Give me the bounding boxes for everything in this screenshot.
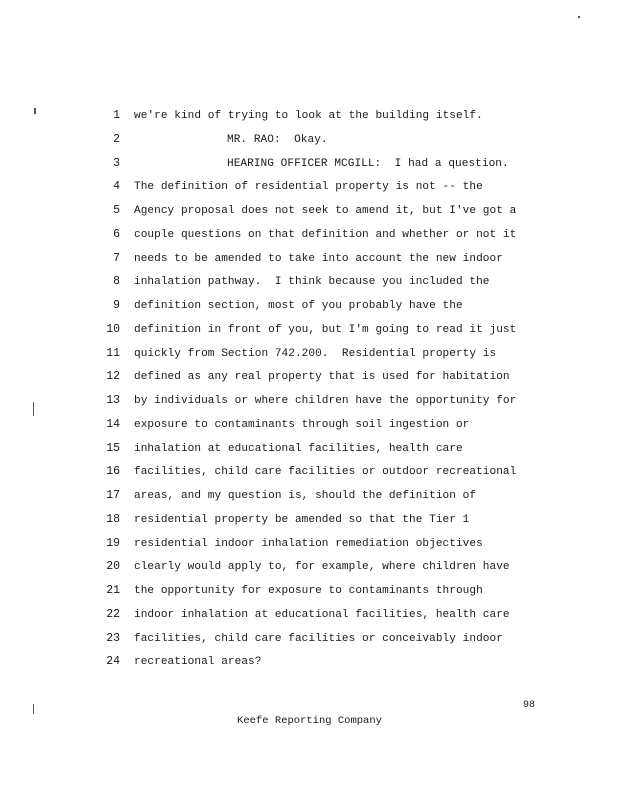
line-text: definition in front of you, but I'm going to read it just [134,323,517,336]
line-number: 4 [113,180,120,194]
line-text: by individuals or where children have the opportunity for [134,395,517,407]
transcript-line [0,607,619,631]
line-text: defined as any real property that is used for habitation [134,371,510,384]
line-text: clearly would apply to, for example, where children have [134,561,510,574]
line-text: we're kind of trying to look at the building itself. [134,110,483,122]
transcript-line [0,132,619,156]
scan-speck [578,16,580,18]
transcript-line [0,417,619,441]
line-text: definition section, most of you probably have the [134,300,463,312]
line-text: facilities, child care facilities or conceivably indoor [134,632,503,645]
line-number: 15 [106,441,120,455]
line-text: residential indoor inhalation remediation objectives [134,537,483,550]
line-number: 21 [106,584,120,597]
line-number: 6 [113,227,120,241]
transcript-line [0,322,619,346]
transcript-line [0,654,619,678]
transcript-line [0,512,619,536]
transcript-line [0,156,619,180]
line-number: 12 [106,370,120,384]
line-text: inhalation at educational facilities, health care [134,442,463,455]
line-number: 11 [106,346,120,360]
line-text: the opportunity for exposure to contaminants through [134,585,483,597]
line-text: Agency proposal does not seek to amend it, but I've got a [134,205,517,217]
transcript-line [0,203,619,227]
line-text: indoor inhalation at educational facilities, health care [134,608,510,621]
line-text: residential property be amended so that the Tier 1 [134,513,470,526]
transcript-line [0,536,619,560]
line-text: The definition of residential property is not -- the [134,181,483,194]
transcript-line [0,274,619,298]
transcript-line [0,464,619,488]
scan-speck [33,704,34,714]
line-text: recreational areas? [134,656,262,669]
line-number: 23 [106,631,120,645]
line-number: 22 [106,607,120,621]
line-number: 17 [106,489,120,502]
transcript-line [0,346,619,370]
line-text: needs to be amended to take into account the new indoor [134,252,503,265]
line-number: 3 [113,156,120,170]
transcript-line [0,179,619,203]
line-text: quickly from Section 742.200. Residential property is [134,347,497,360]
line-number: 13 [106,394,120,407]
line-text: inhalation pathway. I think because you included the [134,276,490,289]
scan-speck [33,402,34,416]
line-text: HEARING OFFICER MCGILL: I had a question. [227,157,509,170]
transcript-line [0,227,619,251]
line-number: 1 [113,109,120,122]
line-text: MR. RAO: Okay. [227,133,328,146]
line-number: 19 [106,536,120,550]
transcript-line [0,488,619,512]
transcript-line [0,631,619,655]
line-number: 7 [113,251,120,265]
page-number: 98 [522,700,535,711]
line-number: 10 [106,322,120,336]
transcript-line [0,559,619,583]
line-number: 18 [106,512,120,526]
line-text: facilities, child care facilities or outdoor recreational [134,466,517,479]
scan-speck [34,108,36,114]
transcript-line [0,393,619,417]
footer-reporting-company: Keefe Reporting Company [237,715,382,727]
line-number: 20 [106,560,120,574]
line-number: 14 [106,417,120,431]
line-number: 2 [113,132,120,146]
line-text: couple questions on that definition and whether or not it [134,228,517,241]
transcript-line [0,583,619,607]
transcript-line [0,441,619,465]
line-number: 5 [113,204,120,217]
line-number: 9 [113,299,120,312]
line-text: exposure to contaminants through soil ingestion or [134,418,470,431]
line-number: 24 [106,655,120,669]
line-text: areas, and my question is, should the definition of [134,490,477,502]
transcript-line [0,251,619,275]
line-number: 16 [106,465,120,479]
transcript-line [0,298,619,322]
transcript-line [0,108,619,132]
transcript-line [0,369,619,393]
line-number: 8 [113,275,120,289]
